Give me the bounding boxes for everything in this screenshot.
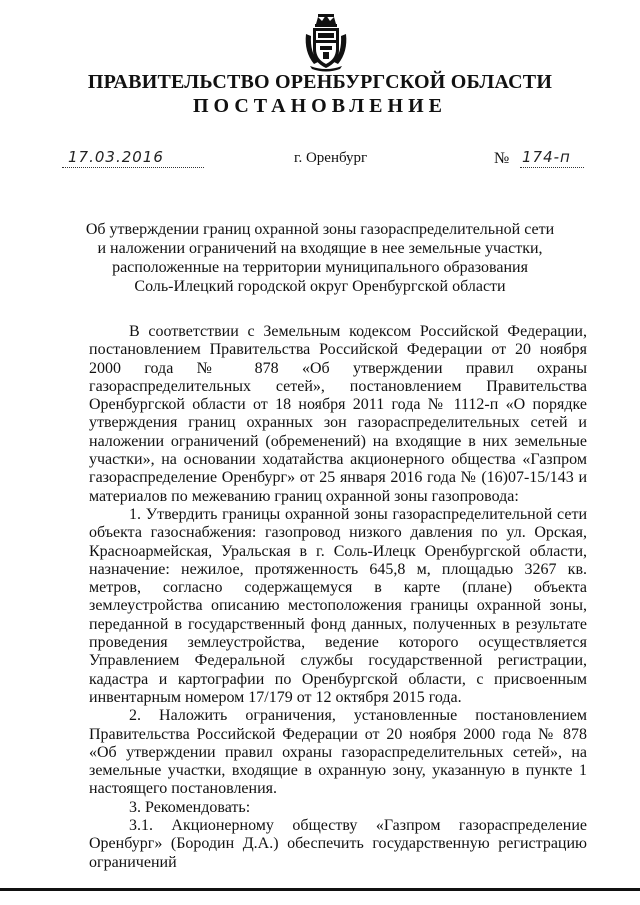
clause-3-1-paragraph: 3.1. Акционерному обществу «Газпром газораспределение Оренбург» (Бородин Д.А.) обеспечить государственную регистрацию ограничений: [89, 817, 587, 871]
handwritten-date: 17.03.2016: [68, 148, 164, 166]
number-label: №: [494, 150, 510, 167]
document-body: [89, 323, 587, 872]
orenburg-coat-of-arms-icon: [296, 12, 356, 72]
government-title: ПРАВИТЕЛЬСТВО ОРЕНБУРГСКОЙ ОБЛАСТИ: [87, 71, 553, 93]
clause-3-paragraph: 3. Рекомендовать:: [129, 798, 251, 816]
document-subject: [80, 220, 560, 296]
preamble-paragraph: В соответствии с Земельным кодексом Российской Федерации, постановлением Правительства Российской Федерации от 20 ноября 2000 года № 878 «Об утверждении правил охраны газораспределительных сетей», постановлением Правительства Оренбургской области от 18 ноября 2011 года № 1112-п «О порядке утверждения границ охранных зон газораспределительных сетей и наложении ограничений (обременений) на входящие в них земельные участки», на основании ходатайства акционерного общества «Газпром газораспределение Оренбург» от 25 января 2016 года № (16)07-15/143 и материалов по межеванию границ охранной зоны газопровода:: [89, 323, 587, 505]
handwritten-number: 174-п: [522, 148, 571, 166]
city: г. Оренбург: [294, 150, 368, 166]
number-underline: [520, 167, 584, 168]
document-type: ПОСТАНОВЛЕНИЕ: [193, 95, 447, 117]
clause-2-paragraph: 2. Наложить ограничения, установленные постановлением Правительства Российской Федерации от 20 ноября 2000 года № 878 «Об утверждении правил охраны газораспределительных сетей», на земельные участки, входящие в охранную зону, указанную в пункте 1 настоящего постановления.: [89, 707, 587, 798]
subject-line: Об утверждении границ охранной зоны газораспределительной сети: [85, 221, 555, 238]
clause-1-paragraph: 1. Утвердить границы охранной зоны газораспределительной сети объекта газоснабжения: газопровод низкого давления по ул. Орская, Красноармейская, Уральская в г. Соль-Илецк Оренбургской области, назначение: нежилое, протяженность 645,8 м, площадью 3267 кв. метров, согласно содержащемуся в карте (плане) объекта землеустройства описанию местоположения границы охранной зоны, переданной в государственный фонд данных, полученных в результате проведения землеустройства, ведение которого осуществляется Управлением Федеральной службы государственной регистрации, кадастра и картографии по Оренбургской области, с присвоенным инвентарным номером 17/179 от 12 октября 2015 года.: [89, 505, 587, 706]
number-field: [494, 148, 584, 170]
bottom-rule: [0, 888, 640, 891]
subject-line: Соль-Илецкий городской округ Оренбургской области: [134, 278, 506, 295]
subject-line: и наложении ограничений на входящие в нее земельные участки,: [97, 240, 543, 257]
subject-line: расположенные на территории муниципального образования: [112, 259, 528, 276]
date-field: [62, 148, 204, 170]
date-underline: [62, 167, 204, 168]
